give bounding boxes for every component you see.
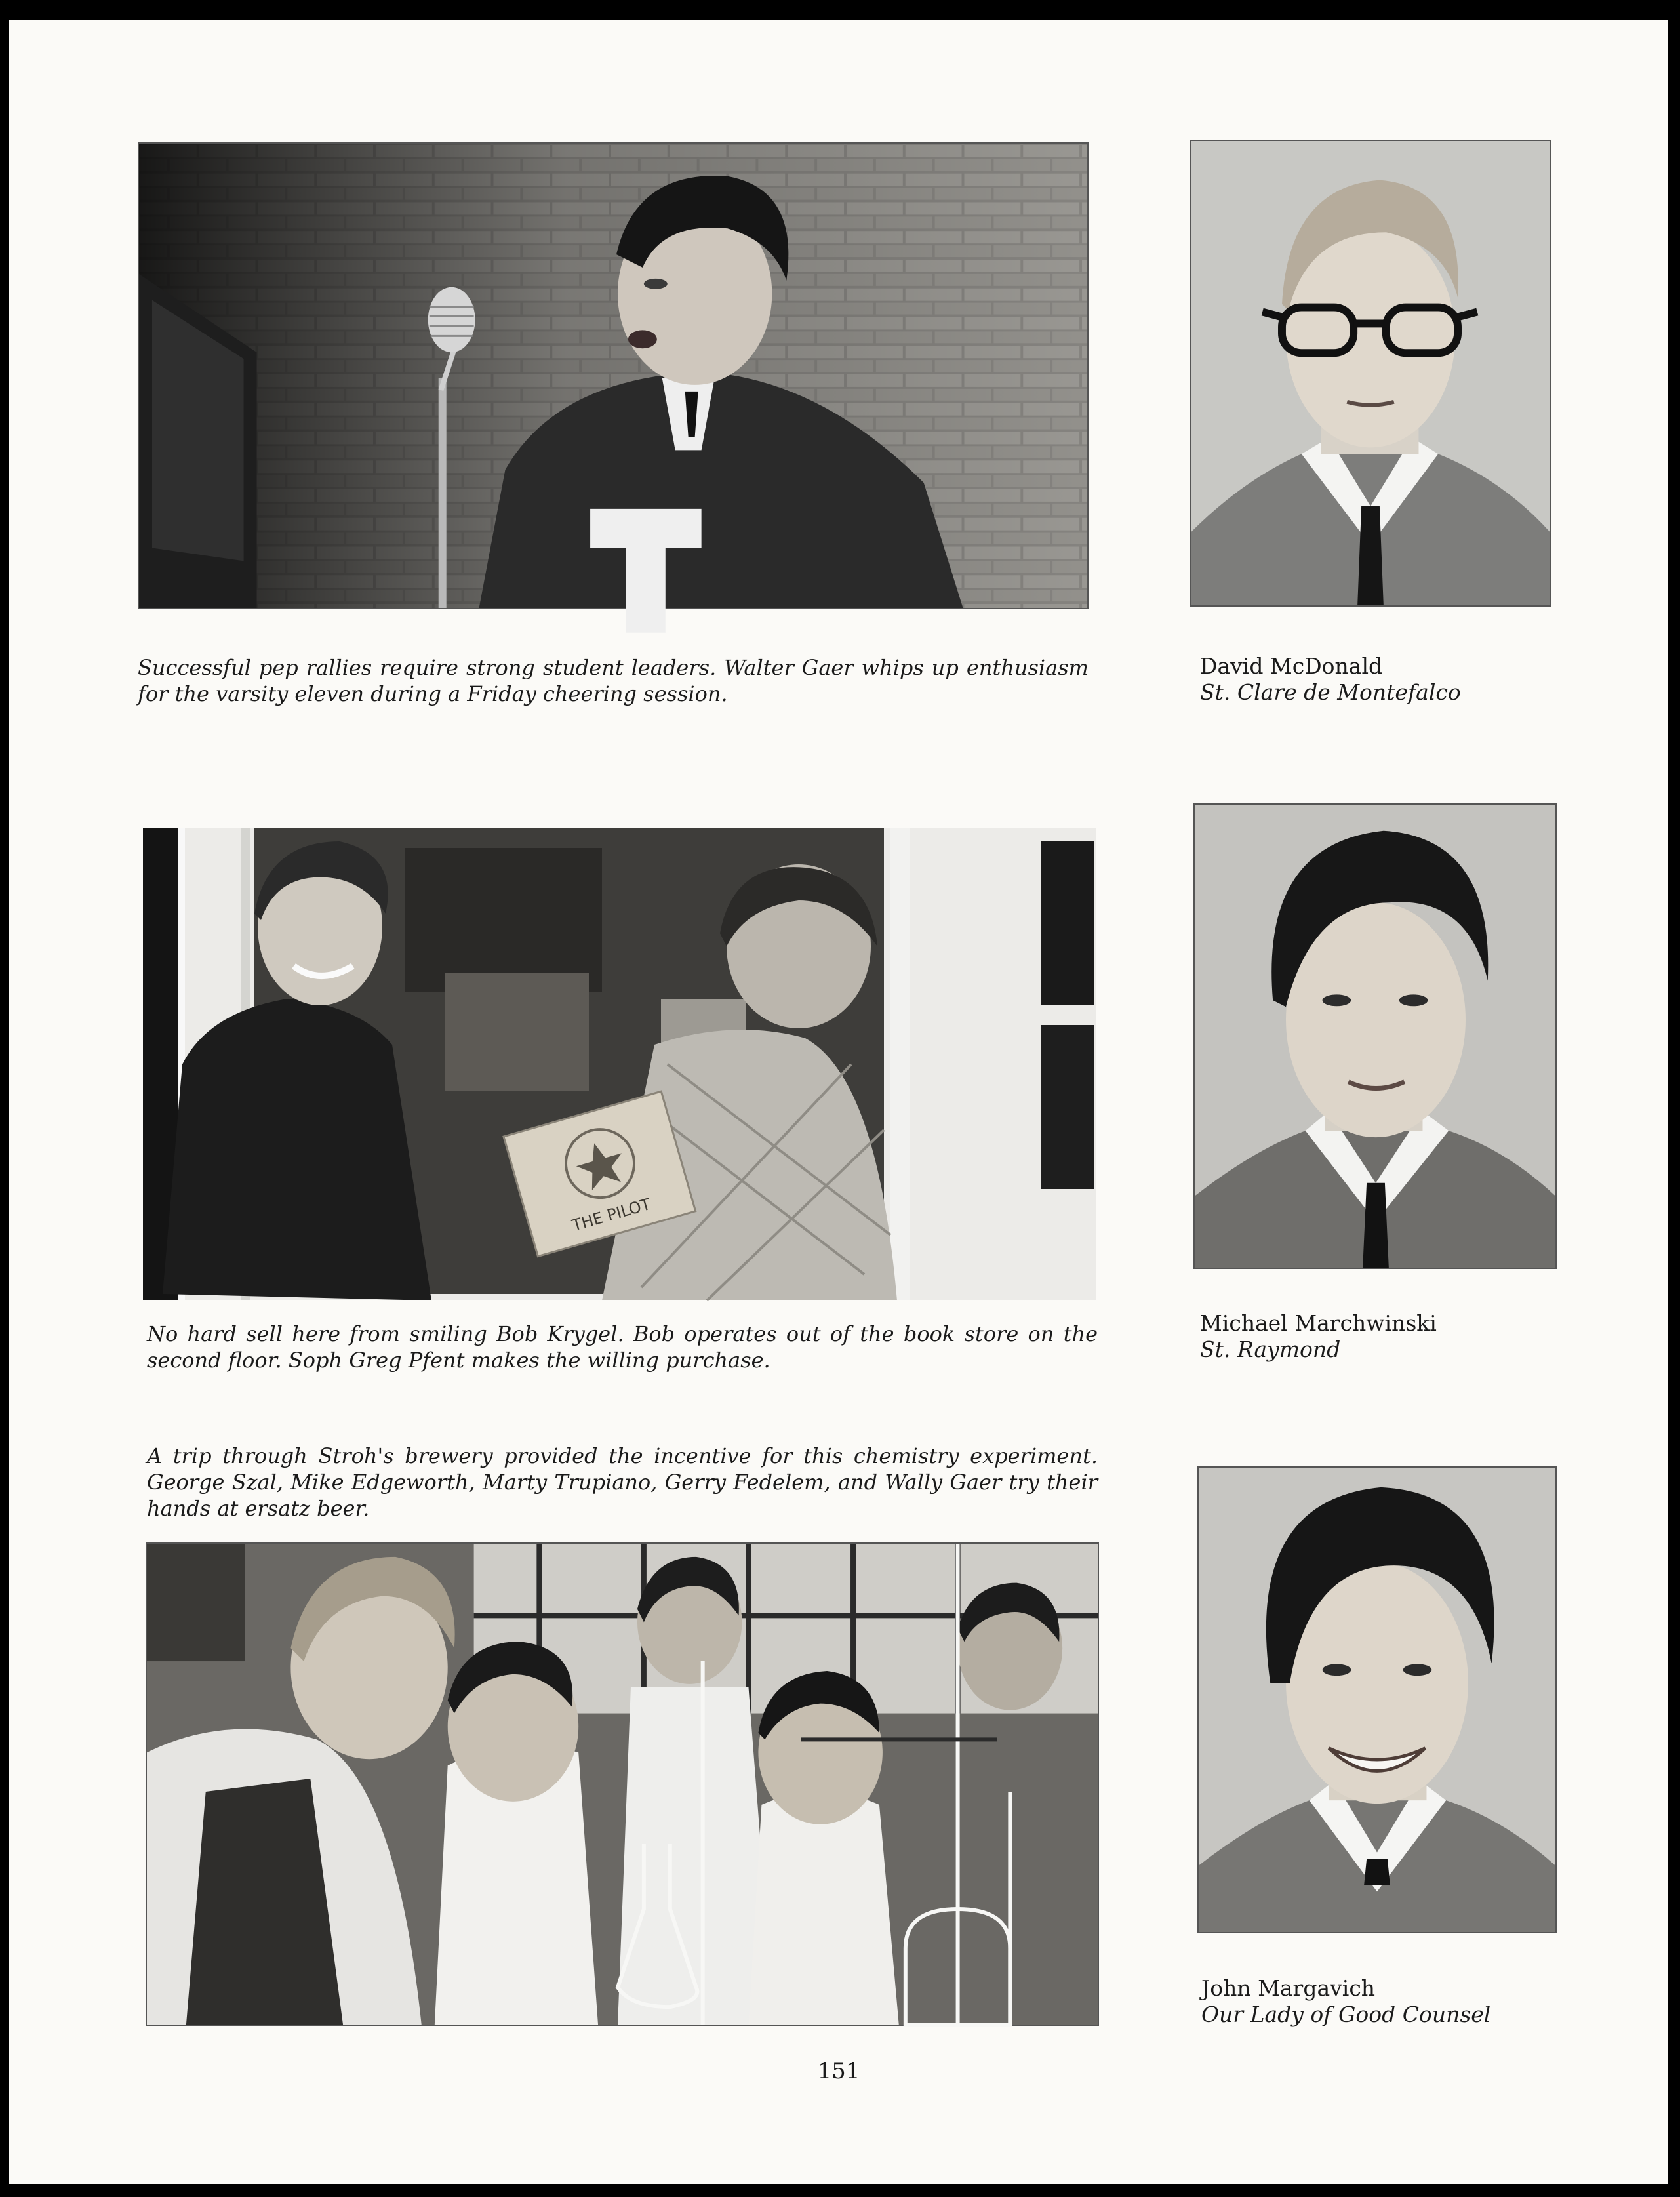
portrait-caption-2	[1200, 1310, 1567, 1363]
book-store-photo	[143, 828, 1096, 1300]
book-store-caption: No hard sell here from smiling Bob Krygel. Bob operates out of the book store on the second floor. Soph Greg Pfent makes the willing purchase.	[147, 1321, 1098, 1373]
student-parish: St. Raymond	[1200, 1337, 1341, 1362]
portrait-caption-1	[1200, 653, 1567, 706]
pep-rally-photo	[138, 142, 1089, 622]
book-label: THE PILOT	[570, 1194, 653, 1235]
student-parish: Our Lady of Good Counsel	[1201, 2002, 1491, 2027]
yearbook-page	[9, 20, 1668, 2184]
student-name: David McDonald	[1200, 653, 1383, 679]
pep-rally-caption: Successful pep rallies require strong student leaders. Walter Gaer whips up enthusiasm for the varsity eleven during a Friday cheering session.	[138, 655, 1089, 706]
chemistry-photo	[146, 1542, 1099, 2026]
student-name: Michael Marchwinski	[1200, 1310, 1437, 1336]
portrait-caption-3	[1201, 1975, 1569, 2028]
chemistry-caption: A trip through Stroh's brewery provided the incentive for this chemistry experiment. George Szal, Mike Edgeworth, Marty Trupiano, Gerry Fedelem, and Wally Gaer try their hands at ersatz beer.	[147, 1443, 1098, 1521]
page-number: 151	[817, 2058, 860, 2084]
portrait-photo-michael-marchwinski	[1193, 803, 1557, 1269]
sweater-letter: T	[643, 614, 649, 622]
student-parish: St. Clare de Montefalco	[1200, 679, 1461, 705]
student-name: John Margavich	[1201, 1975, 1376, 2001]
portrait-photo-john-margavich	[1197, 1466, 1557, 1933]
portrait-photo-david-mcdonald	[1190, 140, 1551, 607]
